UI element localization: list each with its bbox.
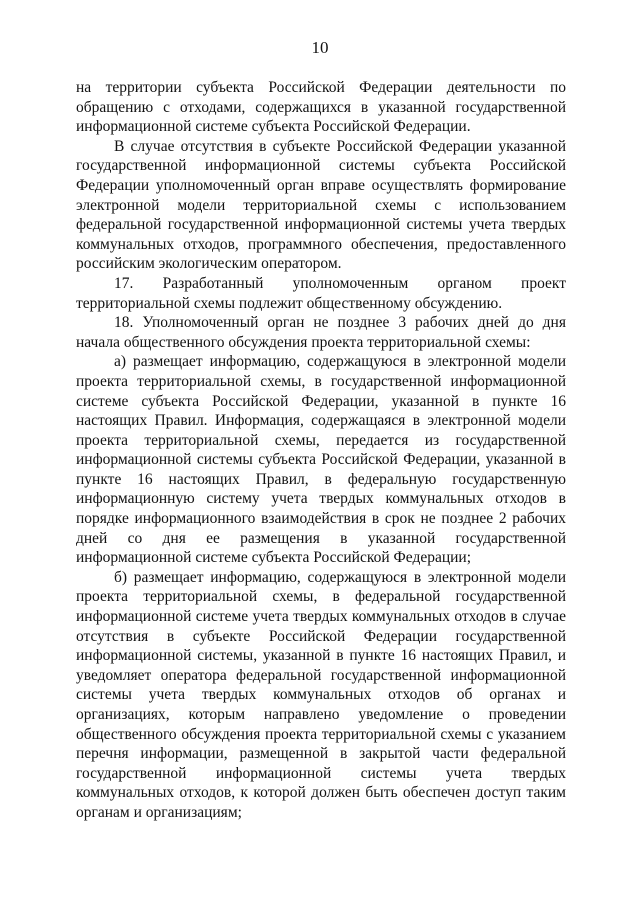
paragraph-item-18a: а) размещает информацию, содержащуюся в электронной модели проекта территориальной схемы, в государственной информационной системе субъекта Российской Федерации, указанной в пункте 16 настоящих Правил. Информация, содержащаяся в электронной модели проекта территориальной схемы, передается из государственной информационной системы субъекта Российской Федерации, указанной в пункте 16 настоящих Правил, в федеральную государственную информационную систему учета твердых коммунальных отходов в порядке информационного взаимодействия в срок не позднее 2 рабочих дней со дня ее размещения в указанной государственной информационной системе субъекта Российской Федерации;: [76, 353, 566, 567]
document-body: [76, 78, 566, 823]
paragraph-item-17: 17. Разработанный уполномоченным органом проект территориальной схемы подлежит общественному обсуждению.: [76, 274, 566, 312]
paragraph-item-18: 18. Уполномоченный орган не позднее 3 рабочих дней до дня начала общественного обсуждения проекта территориальной схемы:: [76, 314, 566, 351]
paragraph-continuation: на территории субъекта Российской Федерации деятельности по обращению с отходами, содержащихся в указанной государственной информационной системе субъекта Российской Федерации.: [76, 79, 566, 136]
page-number: 10: [311, 38, 329, 57]
paragraph-item-18b: б) размещает информацию, содержащуюся в электронной модели проекта территориальной схемы, в федеральной государственной информационной системе учета твердых коммунальных отходов в случае отсутствия в субъекте Российской Федерации государственной информационной системы, указанной в пункте 16 настоящих Правил, и уведомляет оператора федеральной государственной информационной системы учета твердых коммунальных отходов об органах и организациях, которым направлено уведомление о проведении общественного обсуждения проекта территориальной схемы с указанием перечня информации, размещенной в закрытой части федеральной государственной информационной системы учета твердых коммунальных отходов, к которой должен быть обеспечен доступ таким органам и организациям;: [76, 568, 566, 821]
paragraph-absence-of-system: В случае отсутствия в субъекте Российской Федерации указанной государственной информационной системы субъекта Российской Федерации уполномоченный орган вправе осуществлять формирование электронной модели территориальной схемы с использованием федеральной государственной информационной системы учета твердых коммунальных отходов, программного обеспечения, предоставленного российским экологическим оператором.: [76, 137, 566, 273]
